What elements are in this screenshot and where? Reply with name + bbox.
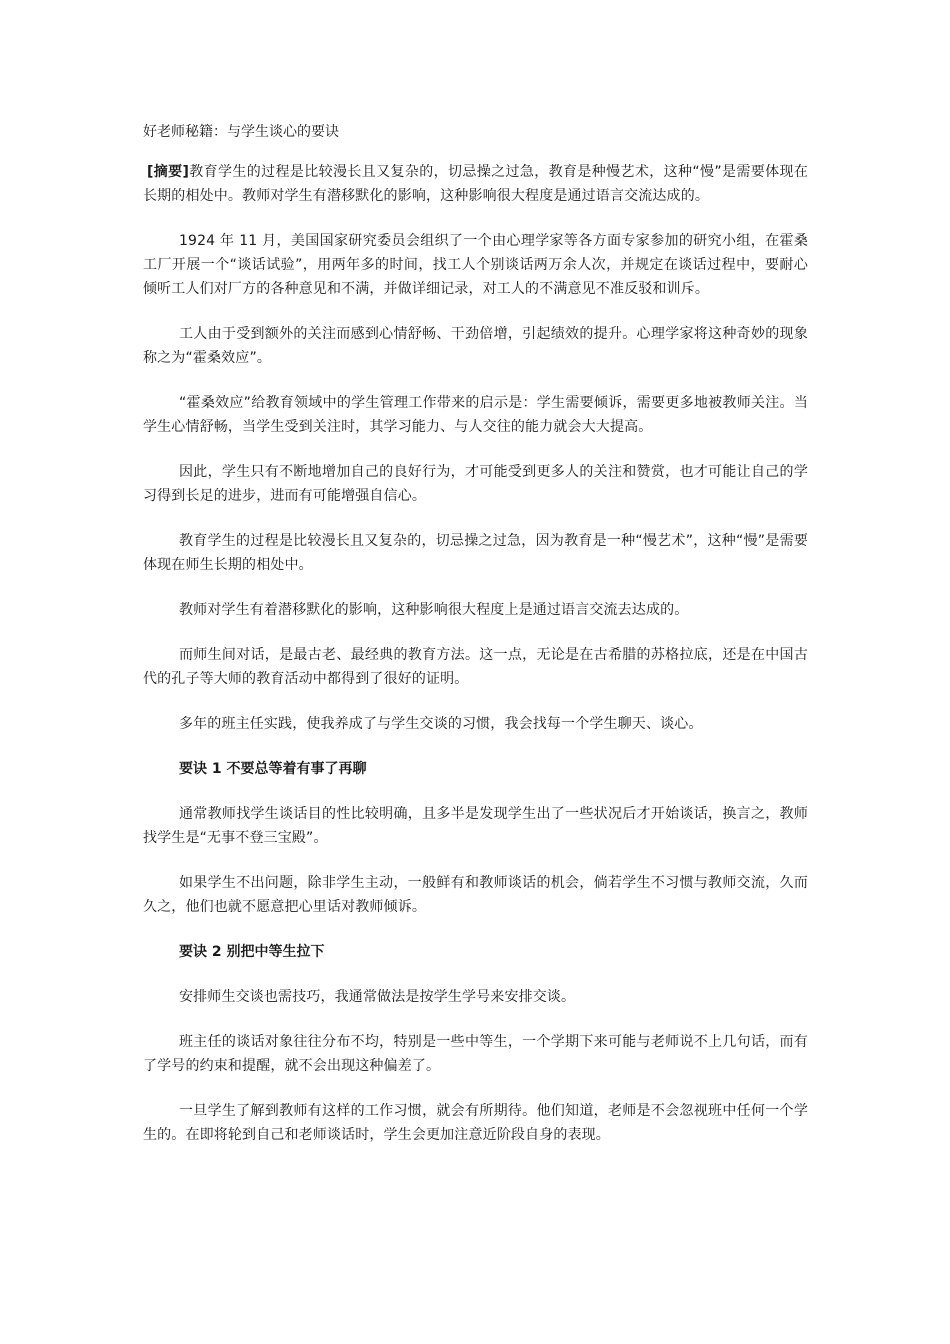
section-heading-2: 要诀 2 别把中等生拉下 [179,944,325,960]
body-paragraph: 教育学生的过程是比较漫长且又复杂的，切忌操之过急，因为教育是一种“慢艺术”，这种“慢”是需要体现在师生长期的相处中。 [143,533,808,573]
abstract-text: 教育学生的过程是比较漫长且又复杂的，切忌操之过急，教育是种慢艺术，这种“慢”是需要体现在长期的相处中。教师对学生有潜移默化的影响，这种影响很大程度是通过语言交流达成的。 [143,164,808,204]
section2-paragraph: 班主任的谈话对象往往分布不均，特别是一些中等生，一个学期下来可能与老师说不上几句话，而有了学号的约束和提醒，就不会出现这种偏差了。 [143,1034,808,1074]
body-paragraph: 因此，学生只有不断地增加自己的良好行为，才可能受到更多人的关注和赞赏，也才可能让自己的学习得到长足的进步，进而有可能增强自信心。 [143,464,808,504]
body-paragraph: 多年的班主任实践，使我养成了与学生交谈的习惯，我会找每一个学生聊天、谈心。 [179,716,703,732]
section1-paragraph: 通常教师找学生谈话目的性比较明确，且多半是发现学生出了一些状况后才开始谈话，换言之，教师找学生是“无事不登三宝殿”。 [143,806,808,846]
body-paragraph: 而师生间对话，是最古老、最经典的教育方法。这一点，无论是在古希腊的苏格拉底，还是在中国古代的孔子等大师的教育活动中都得到了很好的证明。 [143,647,808,687]
section-heading-1: 要诀 1 不要总等着有事了再聊 [179,761,367,777]
section2-paragraph: 一旦学生了解到教师有这样的工作习惯，就会有所期待。他们知道，老师是不会忽视班中任何一个学生的。在即将轮到自己和老师谈话时，学生会更加注意近阶段自身的表现。 [143,1103,808,1143]
document-body [143,120,808,1168]
document-title: 好老师秘籍：与学生谈心的要诀 [143,124,339,140]
section1-paragraph: 如果学生不出问题，除非学生主动，一般鲜有和教师谈话的机会，倘若学生不习惯与教师交流，久而久之，他们也就不愿意把心里话对教师倾诉。 [143,875,808,915]
body-paragraph: 教师对学生有着潜移默化的影响，这种影响很大程度上是通过语言交流去达成的。 [179,602,689,618]
body-paragraph: “霍桑效应”给教育领域中的学生管理工作带来的启示是：学生需要倾诉，需要更多地被教师关注。当学生心情舒畅，当学生受到关注时，其学习能力、与人交往的能力就会大大提高。 [143,395,808,435]
abstract-paragraph [143,160,808,208]
body-paragraph: 1924 年 11 月，美国国家研究委员会组织了一个由心理学家等各方面专家参加的研究小组，在霍桑工厂开展一个“谈话试验”，用两年多的时间，找工人个别谈话两万余人次，并规定在谈话过程中，要耐心倾听工人们对厂方的各种意见和不满，并做详细记录，对工人的不满意见不准反驳和训斥。 [143,233,808,297]
abstract-label: [摘要] [147,164,190,180]
section2-paragraph: 安排师生交谈也需技巧，我通常做法是按学生学号来安排交谈。 [179,989,576,1005]
body-paragraph: 工人由于受到额外的关注而感到心情舒畅、干劲倍增，引起绩效的提升。心理学家将这种奇妙的现象称之为“霍桑效应”。 [143,326,808,366]
